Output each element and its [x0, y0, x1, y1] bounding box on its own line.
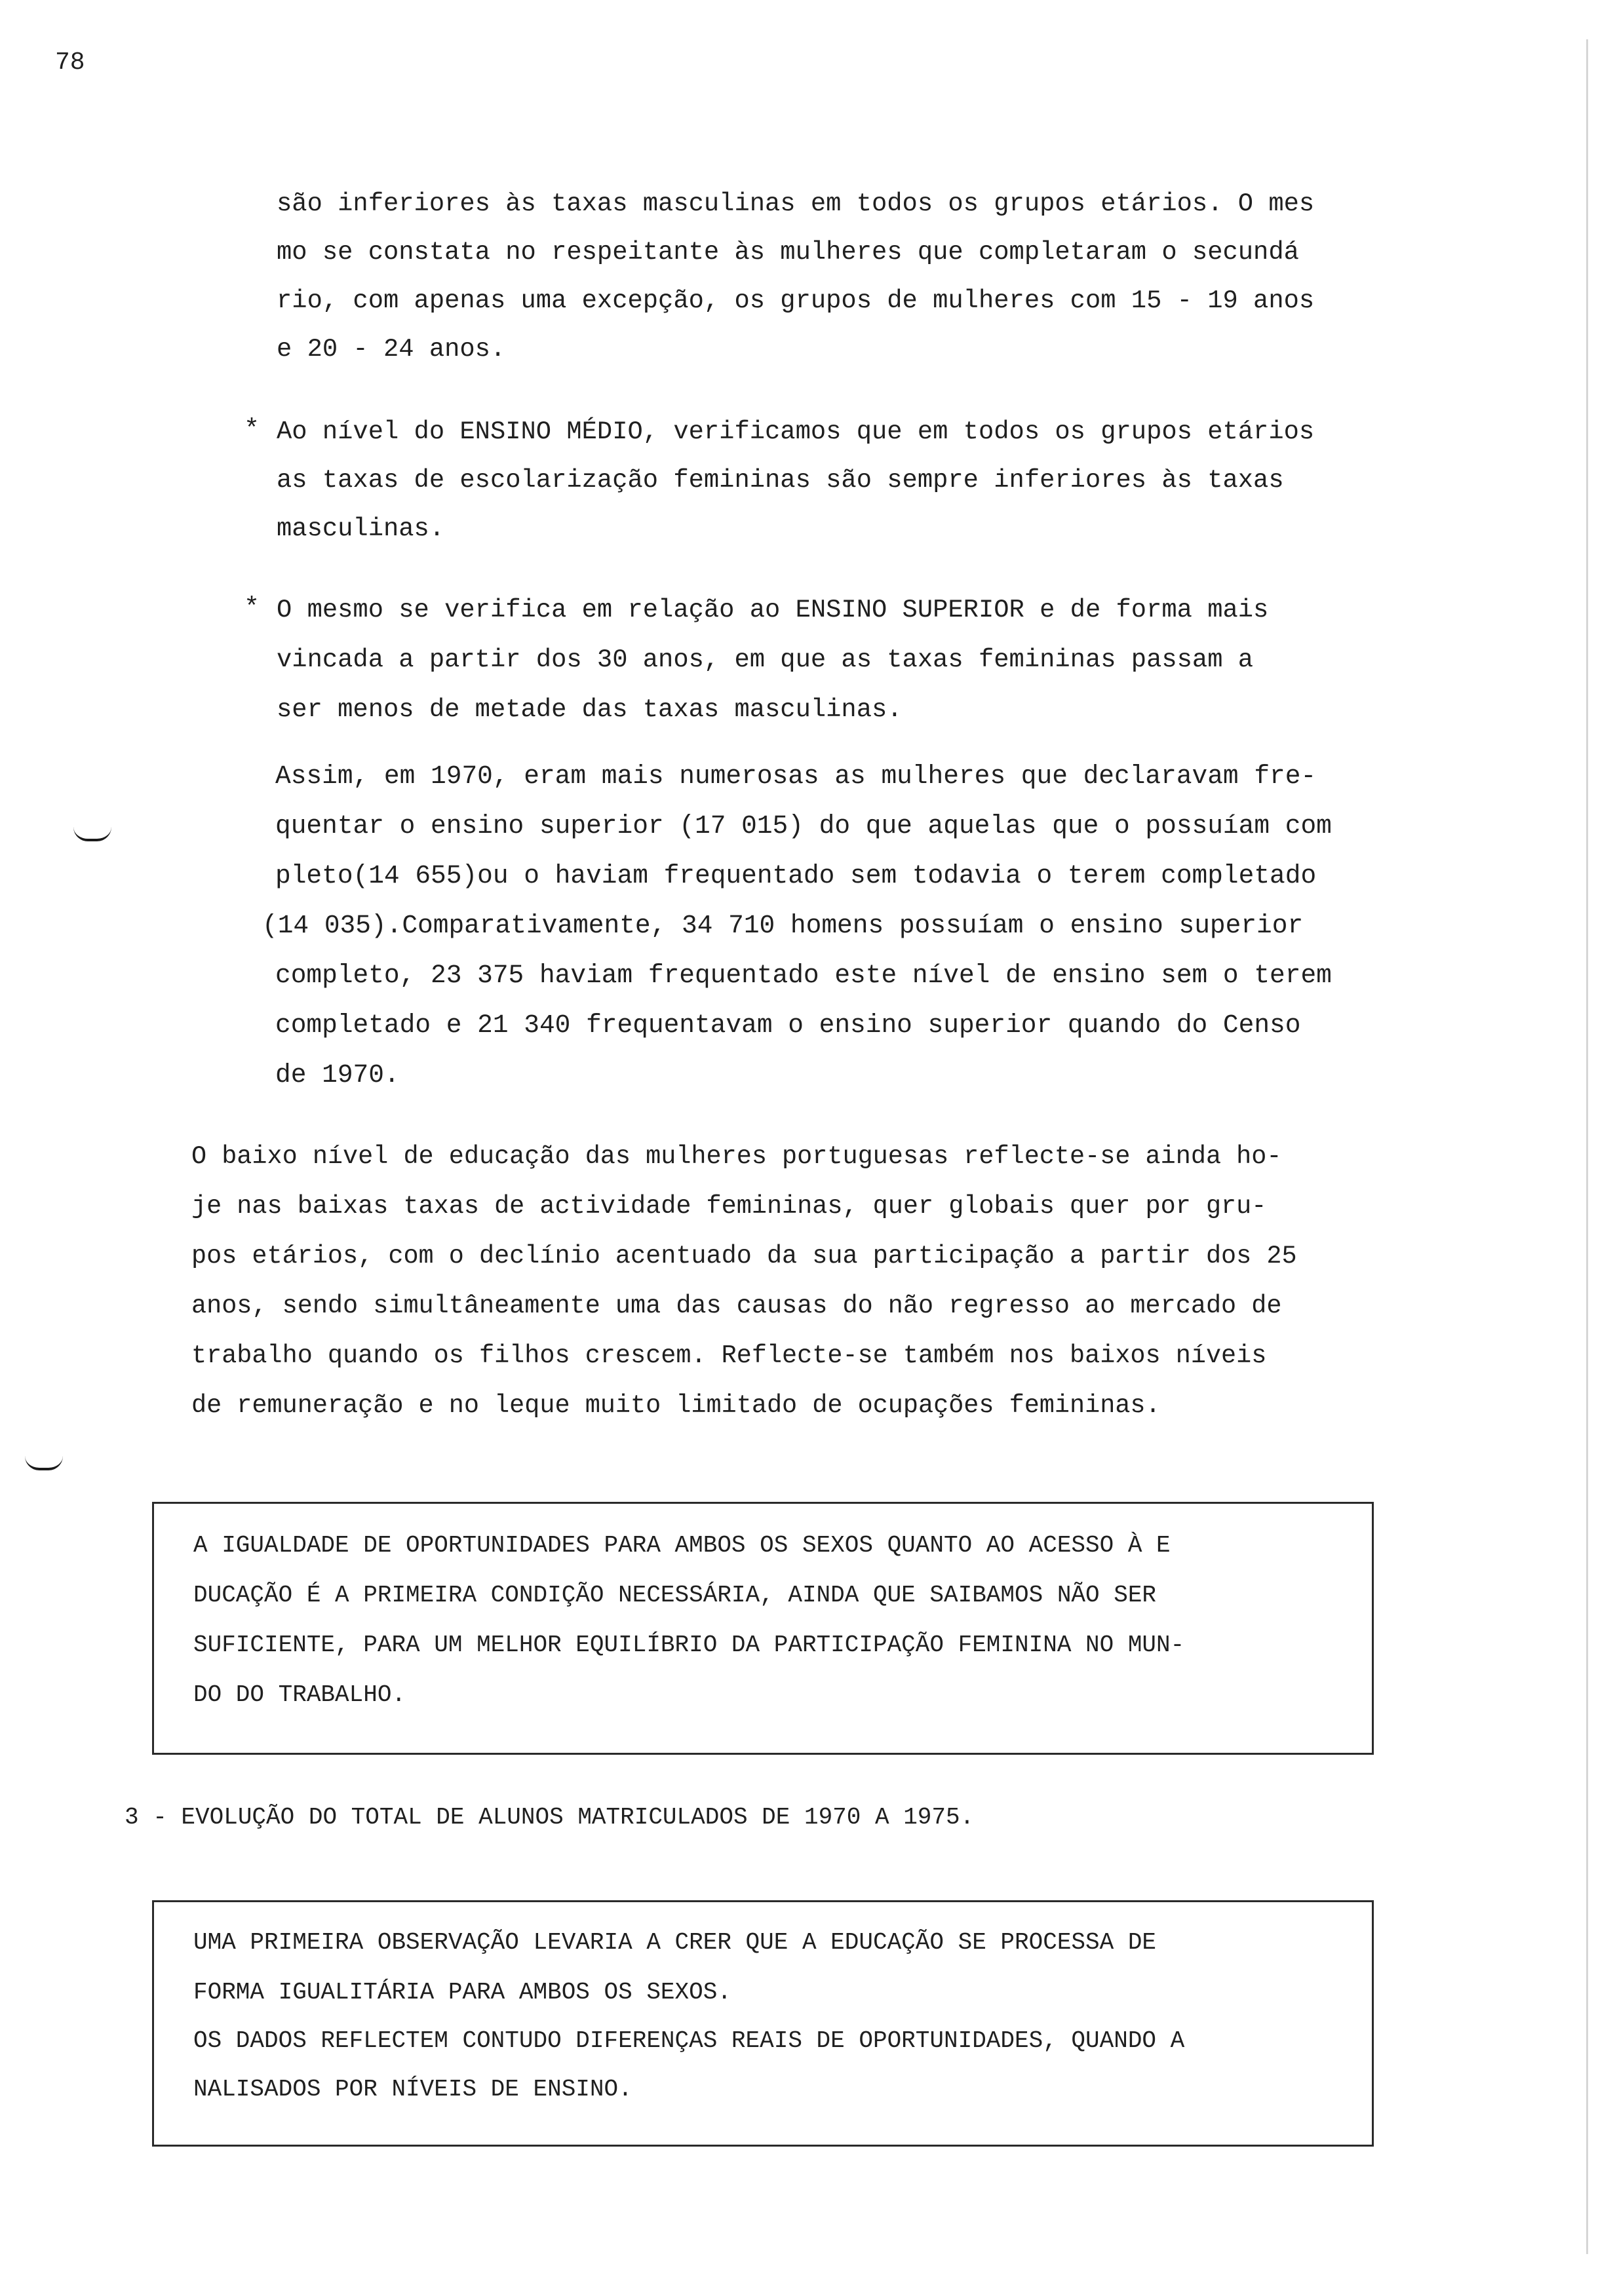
text-line: anos, sendo simultâneamente uma das causas do não regresso ao mercado de — [191, 1292, 1282, 1320]
text-line: são inferiores às taxas masculinas em todos os grupos etários. O mes — [277, 189, 1315, 218]
text-line: de 1970. — [275, 1060, 400, 1090]
bullet-marker: * — [244, 415, 260, 445]
box-text-line: NALISADOS POR NÍVEIS DE ENSINO. — [193, 2076, 632, 2103]
page-edge-rule — [1586, 39, 1588, 2254]
box-text-line: DUCAÇÃO É A PRIMEIRA CONDIÇÃO NECESSÁRIA, AINDA QUE SAIBAMOS NÃO SER — [193, 1582, 1157, 1609]
text-line: completado e 21 340 frequentavam o ensino superior quando do Censo — [275, 1010, 1301, 1040]
box-text-line: UMA PRIMEIRA OBSERVAÇÃO LEVARIA A CRER QUE A EDUCAÇÃO SE PROCESSA DE — [193, 1929, 1157, 1956]
text-line: mo se constata no respeitante às mulheres que completaram o secundá — [277, 238, 1299, 267]
highlight-box-igualdade — [152, 1502, 1374, 1755]
text-line: e 20 - 24 anos. — [277, 335, 506, 364]
text-line: je nas baixas taxas de actividade femininas, quer globais quer por gru- — [191, 1192, 1267, 1221]
box-text-line: OS DADOS REFLECTEM CONTUDO DIFERENÇAS REAIS DE OPORTUNIDADES, QUANDO A — [193, 2027, 1185, 2054]
bullet-marker: * — [244, 594, 260, 623]
box-text-line: FORMA IGUALITÁRIA PARA AMBOS OS SEXOS. — [193, 1979, 731, 2006]
highlight-box-observacao — [152, 1900, 1374, 2147]
section-heading: 3 - EVOLUÇÃO DO TOTAL DE ALUNOS MATRICULADOS DE 1970 A 1975. — [125, 1804, 975, 1831]
text-line: ser menos de metade das taxas masculinas. — [277, 695, 903, 724]
text-line: O mesmo se verifica em relação ao ENSINO SUPERIOR e de forma mais — [277, 596, 1269, 624]
margin-mark — [73, 827, 111, 841]
page-number: 78 — [55, 48, 85, 77]
box-text-line: SUFICIENTE, PARA UM MELHOR EQUILÍBRIO DA PARTICIPAÇÃO FEMININA NO MUN- — [193, 1632, 1185, 1658]
text-line: rio, com apenas uma excepção, os grupos de mulheres com 15 - 19 anos — [277, 286, 1315, 315]
text-line: as taxas de escolarização femininas são sempre inferiores às taxas — [277, 466, 1284, 495]
text-line: pleto(14 655)ou o haviam frequentado sem todavia o terem completado — [275, 861, 1317, 890]
box-text-line: DO DO TRABALHO. — [193, 1681, 406, 1708]
text-line: O baixo nível de educação das mulheres portuguesas reflecte-se ainda ho- — [191, 1142, 1282, 1171]
box-text-line: A IGUALDADE DE OPORTUNIDADES PARA AMBOS OS SEXOS QUANTO AO ACESSO À E — [193, 1532, 1171, 1559]
text-line: quentar o ensino superior (17 015) do que aquelas que o possuíam com — [275, 811, 1332, 841]
text-line: masculinas. — [277, 514, 445, 543]
text-line: (14 035).Comparativamente, 34 710 homens possuíam o ensino superior — [262, 911, 1304, 940]
text-line: Ao nível do ENSINO MÉDIO, verificamos que em todos os grupos etários — [277, 417, 1315, 446]
text-line: trabalho quando os filhos crescem. Reflecte-se também nos baixos níveis — [191, 1341, 1267, 1370]
text-line: de remuneração e no leque muito limitado de ocupações femininas. — [191, 1391, 1161, 1420]
text-line: pos etários, com o declínio acentuado da sua participação a partir dos 25 — [191, 1242, 1297, 1271]
text-line: vincada a partir dos 30 anos, em que as taxas femininas passam a — [277, 645, 1254, 674]
text-line: Assim, em 1970, eram mais numerosas as mulheres que declaravam fre- — [275, 761, 1317, 791]
text-line: completo, 23 375 haviam frequentado este nível de ensino sem o terem — [275, 961, 1332, 990]
margin-mark — [25, 1456, 63, 1470]
